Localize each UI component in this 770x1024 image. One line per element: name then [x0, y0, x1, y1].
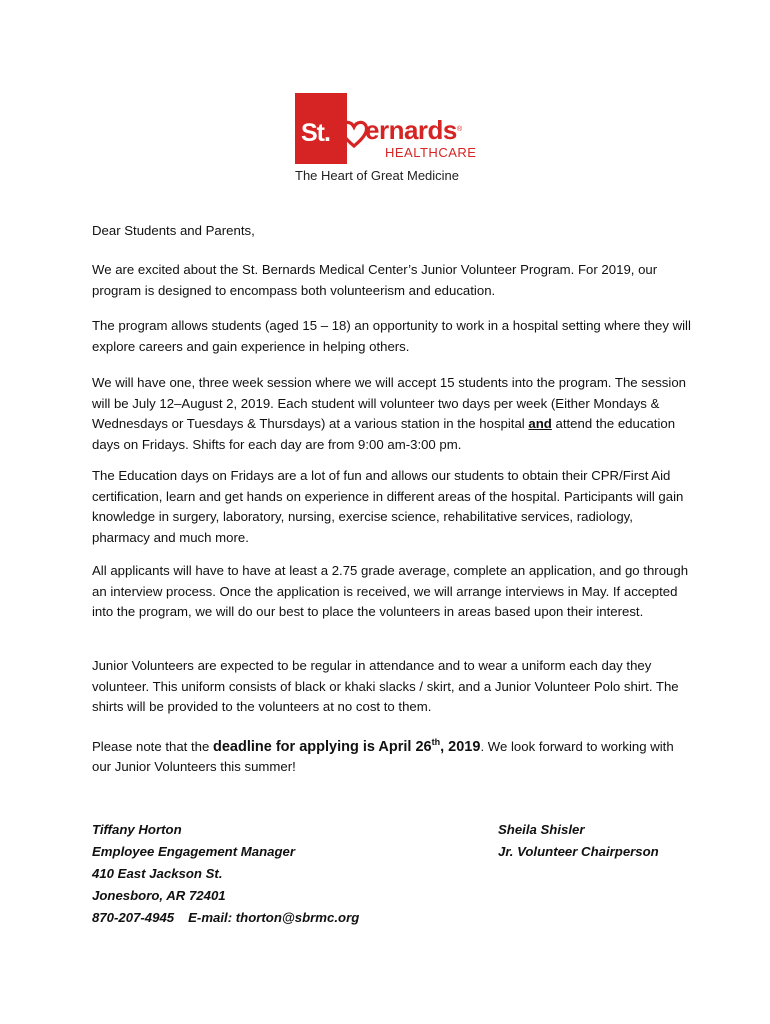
paragraph-session — [92, 373, 692, 455]
logo-name: ernards — [365, 115, 457, 145]
sig-right-name: Sheila Shisler — [498, 822, 585, 837]
deadline-emphasis — [213, 739, 480, 755]
logo — [295, 93, 477, 188]
paragraph-education: The Education days on Fridays are a lot of fun and allows our students to obtain their CPR/First Aid certification, learn and get hands on experience in different areas of the hospital. Participants will gain knowledge in surgery, laboratory, nursing, exercise science, rehabilitative services, radiology, pharmacy and much more. — [92, 468, 684, 545]
and-emphasis: and — [528, 416, 552, 431]
greeting: Dear Students and Parents, — [92, 223, 255, 238]
sig-right-title: Jr. Volunteer Chairperson — [498, 844, 659, 859]
logo-registered: ® — [457, 126, 463, 133]
logo-healthcare: HEALTHCARE — [385, 145, 477, 160]
sig-left-address: 410 East Jackson St. — [92, 866, 223, 881]
paragraph-deadline — [92, 732, 692, 778]
paragraph-uniform: Junior Volunteers are expected to be regular in attendance and to wear a uniform each day they volunteer. This uniform consists of black or khaki slacks / skirt, and a Junior Volunteer Polo shirt. The shirts will be provided to the volunteers at no cost to them. — [92, 658, 679, 714]
deadline-year: , 2019 — [440, 738, 481, 755]
deadline-text-a: Please note that the — [92, 738, 213, 754]
logo-tagline: The Heart of Great Medicine — [295, 168, 460, 183]
paragraph-program: The program allows students (aged 15 – 18) an opportunity to work in a hospital setting where they will explore careers and gain experience in helping others. — [92, 318, 691, 354]
sig-left-name: Tiffany Horton — [92, 822, 182, 837]
session-text-b: attend the education days on Fridays. Shifts for each day are from 9:00 am-3:00 pm. — [92, 416, 676, 452]
deadline-text-b: . We look forward to working with our Junior Volunteers this summer! — [92, 738, 674, 775]
session-text-a: We will have one, three week session where we will accept 15 students into the program. The session will be July 12–August 2, 2019. Each student will volunteer two days per week (Either Mondays & Wednesdays or Tuesdays & Thursdays) at a various station in the hospital — [92, 375, 686, 431]
logo-st: St. — [301, 119, 330, 147]
sig-left-city: Jonesboro, AR 72401 — [92, 888, 226, 903]
deadline-date: deadline for applying is April 26 — [212, 738, 432, 755]
sig-left-contact — [92, 911, 359, 924]
sig-left-phone: 870-207-4945 — [92, 910, 175, 925]
paragraph-intro: We are excited about the St. Bernards Medical Center’s Junior Volunteer Program. For 2019, our program is designed to encompass both volunteerism and education. — [92, 262, 658, 298]
paragraph-applicants: All applicants will have to have at least a 2.75 grade average, complete an application, and go through an interview process. Once the application is received, we will arrange interviews in May. If accepted into the program, we will do our best to place the volunteers in areas based upon their interest. — [92, 563, 689, 619]
sig-left-title: Employee Engagement Manager — [92, 844, 295, 859]
deadline-superscript: th — [431, 737, 441, 747]
sig-left-email[interactable]: E-mail: thorton@sbrmc.org — [188, 910, 360, 925]
